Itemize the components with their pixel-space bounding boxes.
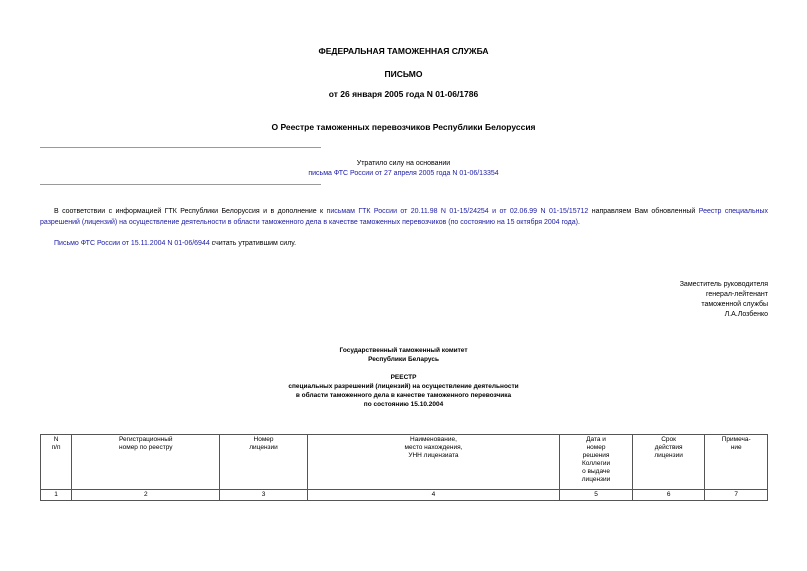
registry-header [200, 346, 607, 409]
table-row [41, 490, 768, 501]
column-header: N п/п [41, 435, 72, 490]
column-header: Наименование, место нахождения, УНН лицензиата [307, 435, 560, 490]
column-number: 5 [560, 490, 633, 501]
signature-block [600, 280, 768, 320]
signature-name: Л.А.Лозбенко [724, 311, 768, 318]
registry-description: специальных разрешений (лицензий) на осуществление деятельности [288, 383, 519, 390]
body-text: . [577, 219, 580, 226]
registry-org: Государственный таможенный комитет [339, 347, 468, 354]
column-header: Номер лицензии [220, 435, 307, 490]
registry-description: в области таможенного дела в качестве таможенного перевозчика [295, 392, 512, 399]
column-header: Регистрационный номер по реестру [72, 435, 220, 490]
signature-line: таможенной службы [701, 301, 768, 308]
status-line: Утратило силу на основании [356, 160, 451, 167]
signature-line: Заместитель руководителя [679, 281, 768, 288]
body-paragraph-1 [40, 206, 768, 228]
column-header: Срок действия лицензии [632, 435, 705, 490]
column-number: 7 [705, 490, 768, 501]
registry-link[interactable]: Реестр специальных разрешений (лицензий) на осуществление деятельности в области таможенного дела в качестве таможенных перевозчиков (по состоянию на 15 октября 2004 года) [40, 208, 768, 226]
divider [40, 184, 321, 185]
signature-line: генерал-лейтенант [706, 291, 768, 298]
registry-table [40, 434, 768, 501]
registry-title: РЕЕСТР [390, 374, 417, 381]
reference-link[interactable]: Письмо ФТС России от 15.11.2004 N 01-06/6944 [54, 240, 210, 247]
agency-title: ФЕДЕРАЛЬНАЯ ТАМОЖЕННАЯ СЛУЖБА [318, 46, 489, 56]
document-date-number: от 26 января 2005 года N 01-06/1786 [328, 89, 479, 99]
registry-date: по состоянию 15.10.2004 [363, 401, 444, 408]
document-type: ПИСЬМО [384, 69, 423, 79]
body-text: направляем Вам обновленный [588, 208, 699, 215]
column-number: 2 [72, 490, 220, 501]
reference-link[interactable]: письмам ГТК России от 20.11.98 N 01-15/24254 и от 02.06.99 N 01-15/15712 [326, 208, 589, 215]
document-subject: О Реестре таможенных перевозчиков Республики Белоруссия [271, 122, 536, 132]
status-link[interactable]: письма ФТС России от 27 апреля 2005 года N 01-06/13354 [308, 170, 499, 177]
body-paragraph-2 [54, 238, 768, 249]
column-number: 4 [307, 490, 560, 501]
divider [40, 147, 321, 148]
column-number: 3 [220, 490, 307, 501]
registry-org: Республики Беларусь [368, 356, 439, 363]
table-header-row [41, 435, 768, 490]
body-text: В соответствии с информацией ГТК Республики Белоруссия и в дополнение к [54, 208, 327, 215]
column-number: 6 [632, 490, 705, 501]
column-header: Примеча- ние [705, 435, 768, 490]
column-header: Дата и номер решения Коллегии о выдаче лицензии [560, 435, 633, 490]
body-text: считать утратившим силу. [209, 240, 297, 247]
column-number: 1 [41, 490, 72, 501]
